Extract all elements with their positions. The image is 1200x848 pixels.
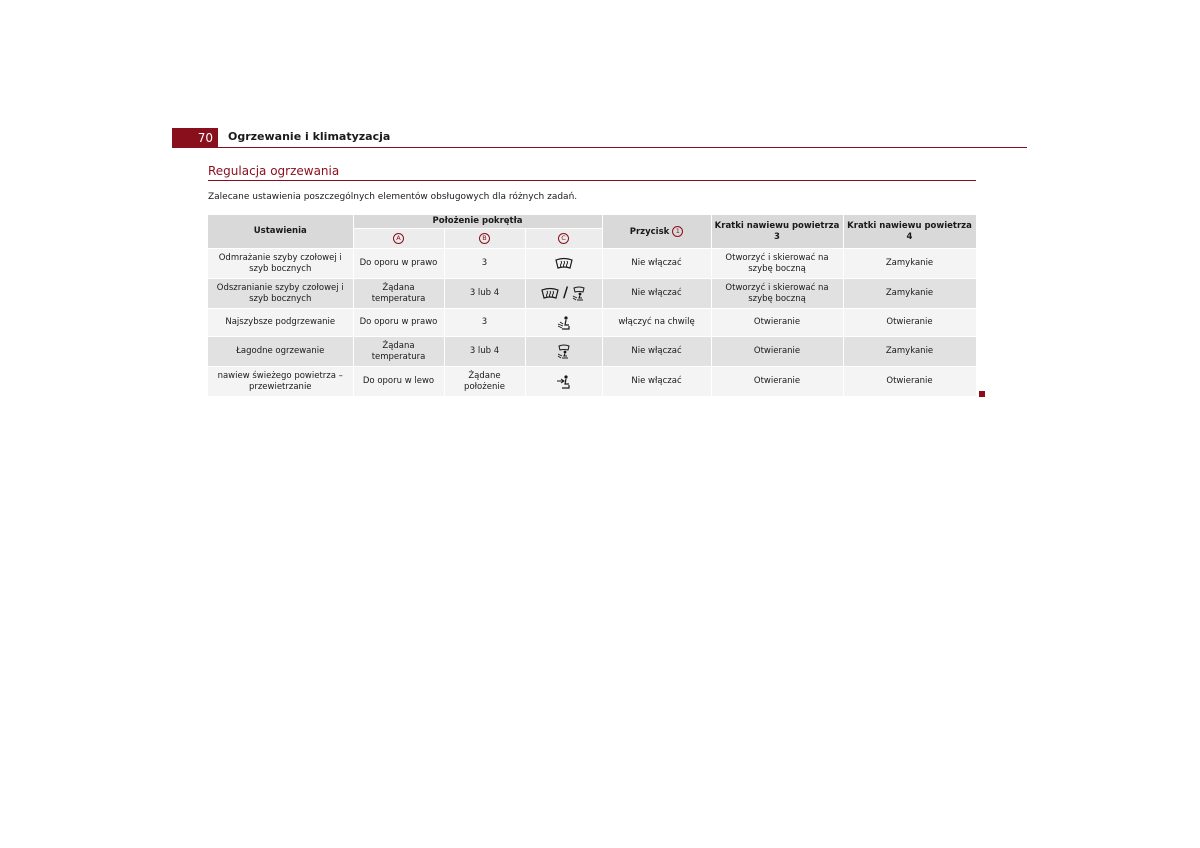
cell-setting: Łagodne ogrzewanie bbox=[208, 337, 353, 367]
section-divider bbox=[208, 180, 976, 181]
cell-vents-4: Zamykanie bbox=[843, 279, 976, 309]
cell-knob-c bbox=[525, 279, 602, 309]
cell-knob-c bbox=[525, 249, 602, 279]
knob-b-marker: B bbox=[479, 233, 490, 244]
cell-knob-b: 3 bbox=[444, 309, 525, 337]
table-row bbox=[208, 249, 976, 279]
cell-setting: Odmrażanie szyby czołowej i szyb bocznych bbox=[208, 249, 353, 279]
page-number: 70 bbox=[172, 128, 218, 148]
table-row bbox=[208, 337, 976, 367]
cell-vents-3: Otworzyć i skierować na szybę boczną bbox=[711, 249, 843, 279]
cell-knob-c bbox=[525, 337, 602, 367]
header-knob-a bbox=[353, 229, 444, 249]
cell-setting: Najszybsze podgrzewanie bbox=[208, 309, 353, 337]
cell-vents-3: Otwieranie bbox=[711, 367, 843, 397]
cell-button: Nie włączać bbox=[602, 337, 711, 367]
feet-airflow-icon bbox=[556, 315, 572, 331]
cell-knob-a: Do oporu w lewo bbox=[353, 367, 444, 397]
cell-knob-b: 3 lub 4 bbox=[444, 279, 525, 309]
table-row bbox=[208, 279, 976, 309]
cell-knob-b: Żądane położenie bbox=[444, 367, 525, 397]
header-przycisk-label: Przycisk bbox=[629, 226, 670, 237]
table-row bbox=[208, 367, 976, 397]
header-divider bbox=[172, 147, 1027, 148]
header-kratki-4: Kratki nawiewu powietrza 4 bbox=[843, 215, 976, 249]
cell-knob-c bbox=[525, 309, 602, 337]
cell-knob-b: 3 lub 4 bbox=[444, 337, 525, 367]
cell-vents-3: Otwieranie bbox=[711, 337, 843, 367]
defrost-windshield-icon bbox=[554, 257, 574, 271]
cell-button: Nie włączać bbox=[602, 367, 711, 397]
cell-vents-3: Otworzyć i skierować na szybę boczną bbox=[711, 279, 843, 309]
cell-knob-b: 3 bbox=[444, 249, 525, 279]
cell-button: włączyć na chwilę bbox=[602, 309, 711, 337]
header-knob-c bbox=[525, 229, 602, 249]
cell-knob-a: Żądana temperatura bbox=[353, 279, 444, 309]
knob-c-marker: C bbox=[558, 233, 569, 244]
cell-vents-4: Zamykanie bbox=[843, 249, 976, 279]
cell-knob-a: Do oporu w prawo bbox=[353, 249, 444, 279]
section-title: Regulacja ogrzewania bbox=[208, 164, 340, 178]
defrost-windshield-icon bbox=[540, 287, 560, 301]
section-end-marker bbox=[979, 391, 985, 397]
intro-text: Zalecane ustawienia poszczególnych elementów obsługowych dla różnych zadań. bbox=[208, 192, 578, 202]
cell-vents-4: Zamykanie bbox=[843, 337, 976, 367]
icon-separator: / bbox=[562, 285, 569, 301]
cell-vents-3: Otwieranie bbox=[711, 309, 843, 337]
settings-table bbox=[208, 215, 977, 397]
cell-setting: Odszranianie szyby czołowej i szyb bocznych bbox=[208, 279, 353, 309]
cell-vents-4: Otwieranie bbox=[843, 367, 976, 397]
cell-knob-a: Żądana temperatura bbox=[353, 337, 444, 367]
chapter-title: Ogrzewanie i klimatyzacja bbox=[228, 130, 391, 143]
header-kratki-3: Kratki nawiewu powietrza 3 bbox=[711, 215, 843, 249]
cell-setting: nawiew świeżego powietrza – przewietrzanie bbox=[208, 367, 353, 397]
header-przycisk bbox=[602, 215, 711, 249]
knob-a-marker: A bbox=[393, 233, 404, 244]
cell-button: Nie włączać bbox=[602, 249, 711, 279]
cell-button: Nie włączać bbox=[602, 279, 711, 309]
header-ustawienia: Ustawienia bbox=[208, 215, 353, 249]
button-marker: 1 bbox=[672, 226, 683, 237]
header-knob-b bbox=[444, 229, 525, 249]
table-row bbox=[208, 309, 976, 337]
cell-knob-c bbox=[525, 367, 602, 397]
defrost-feet-icon bbox=[556, 344, 572, 360]
body-airflow-icon bbox=[555, 374, 573, 390]
cell-vents-4: Otwieranie bbox=[843, 309, 976, 337]
header-polozenie: Położenie pokrętła bbox=[353, 215, 602, 229]
cell-knob-a: Do oporu w prawo bbox=[353, 309, 444, 337]
defrost-feet-icon bbox=[571, 286, 587, 302]
